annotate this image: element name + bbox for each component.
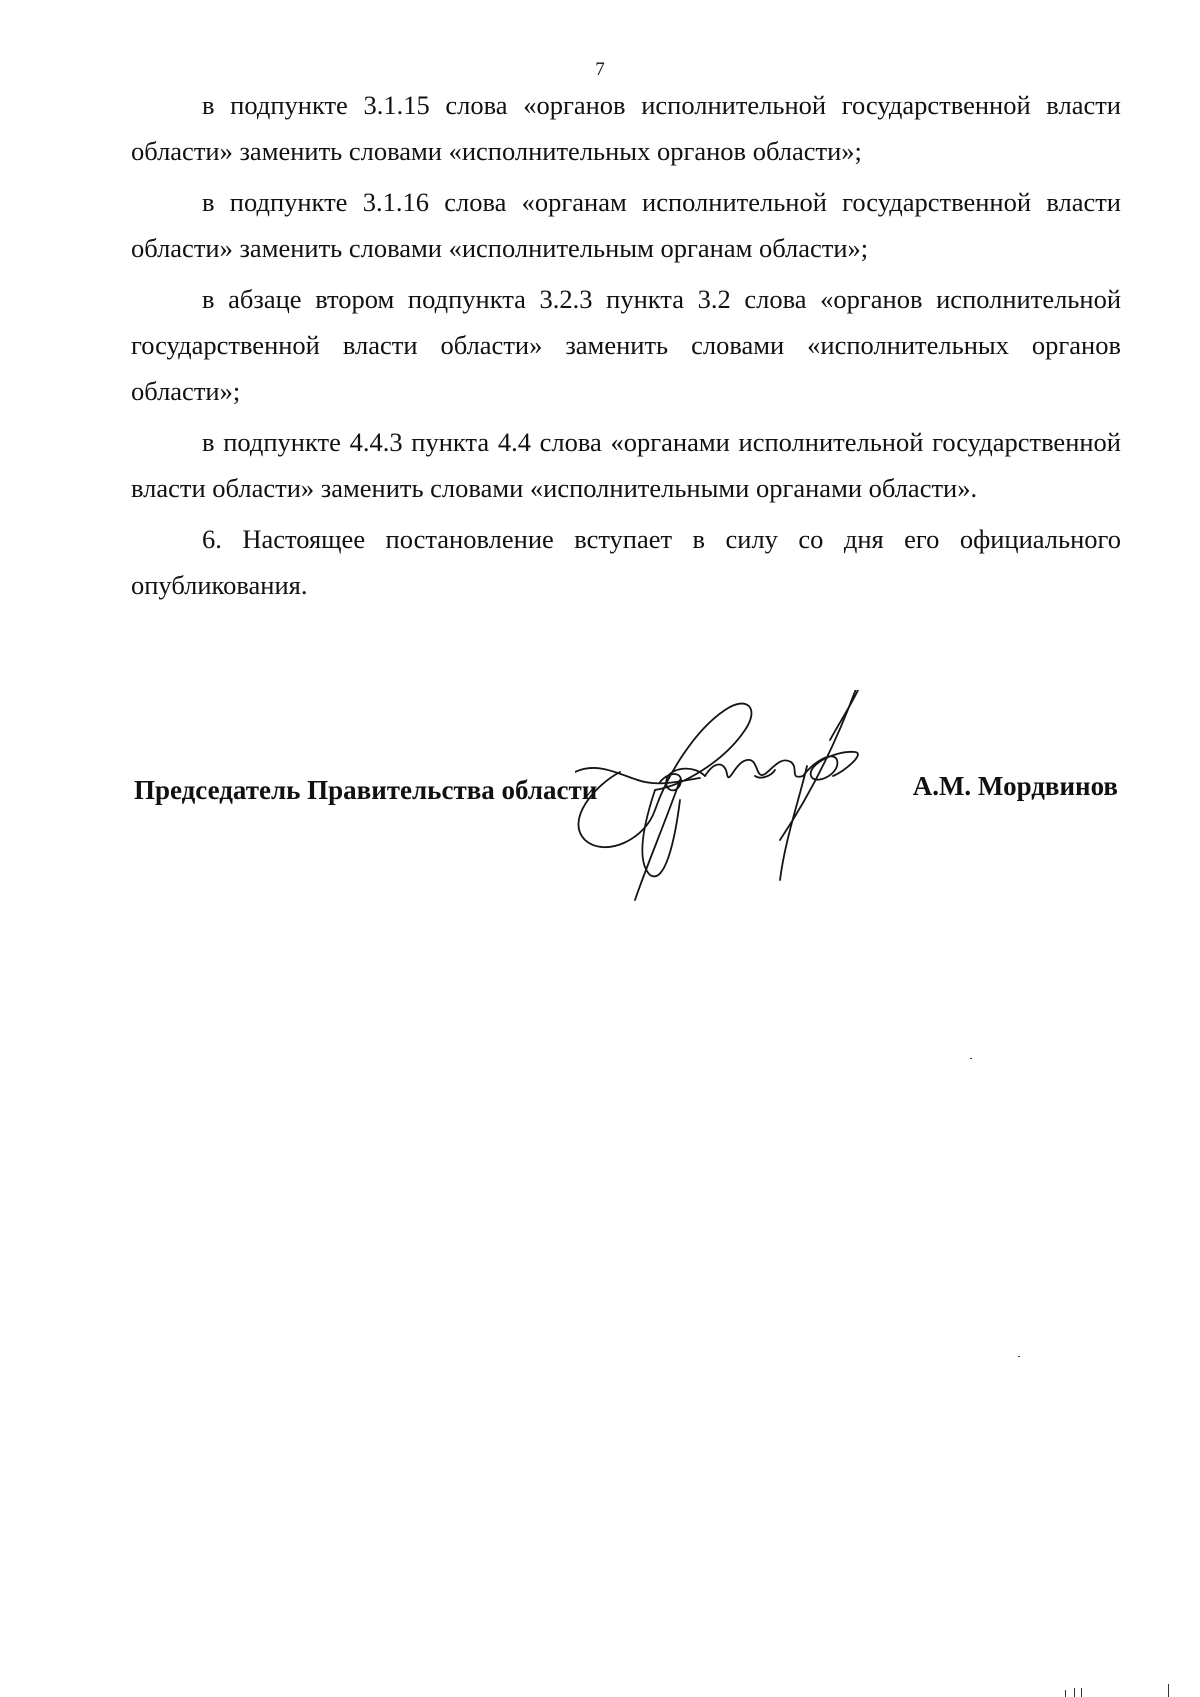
paragraph-3-1-15: в подпункте 3.1.15 слова «органов исполнительной государственной власти области» заменить словами «исполнительных органов области»; [131,90,1121,166]
paragraph-6-effective-date: 6. Настоящее постановление вступает в силу со дня его официального опубликования. [131,524,1121,600]
body-text [131,82,1121,613]
page-number: 7 [595,59,605,80]
handwritten-signature [575,690,935,910]
paragraph-3-2-3: в абзаце втором подпункта 3.2.3 пункта 3.2 слова «органов исполнительной государственной власти области» заменить словами «исполнительных органов области»; [131,284,1121,406]
signer-name: А.М. Мордвинов [912,771,1118,801]
scan-speck [1074,1688,1075,1697]
scan-speck [1065,1690,1066,1697]
paragraph-3-1-16: в подпункте 3.1.16 слова «органам исполнительной государственной власти области» заменить словами «исполнительным органам области»; [131,187,1121,263]
paragraph-4-4-3: в подпункте 4.4.3 пункта 4.4 слова «органами исполнительной государственной власти области» заменить словами «исполнительными органами области». [131,427,1121,503]
scan-speck [1018,1356,1020,1357]
scan-speck [1081,1688,1082,1697]
scan-speck [970,1058,972,1059]
position-title: Председатель Правительства области [134,775,598,805]
scan-speck [1168,1684,1169,1697]
